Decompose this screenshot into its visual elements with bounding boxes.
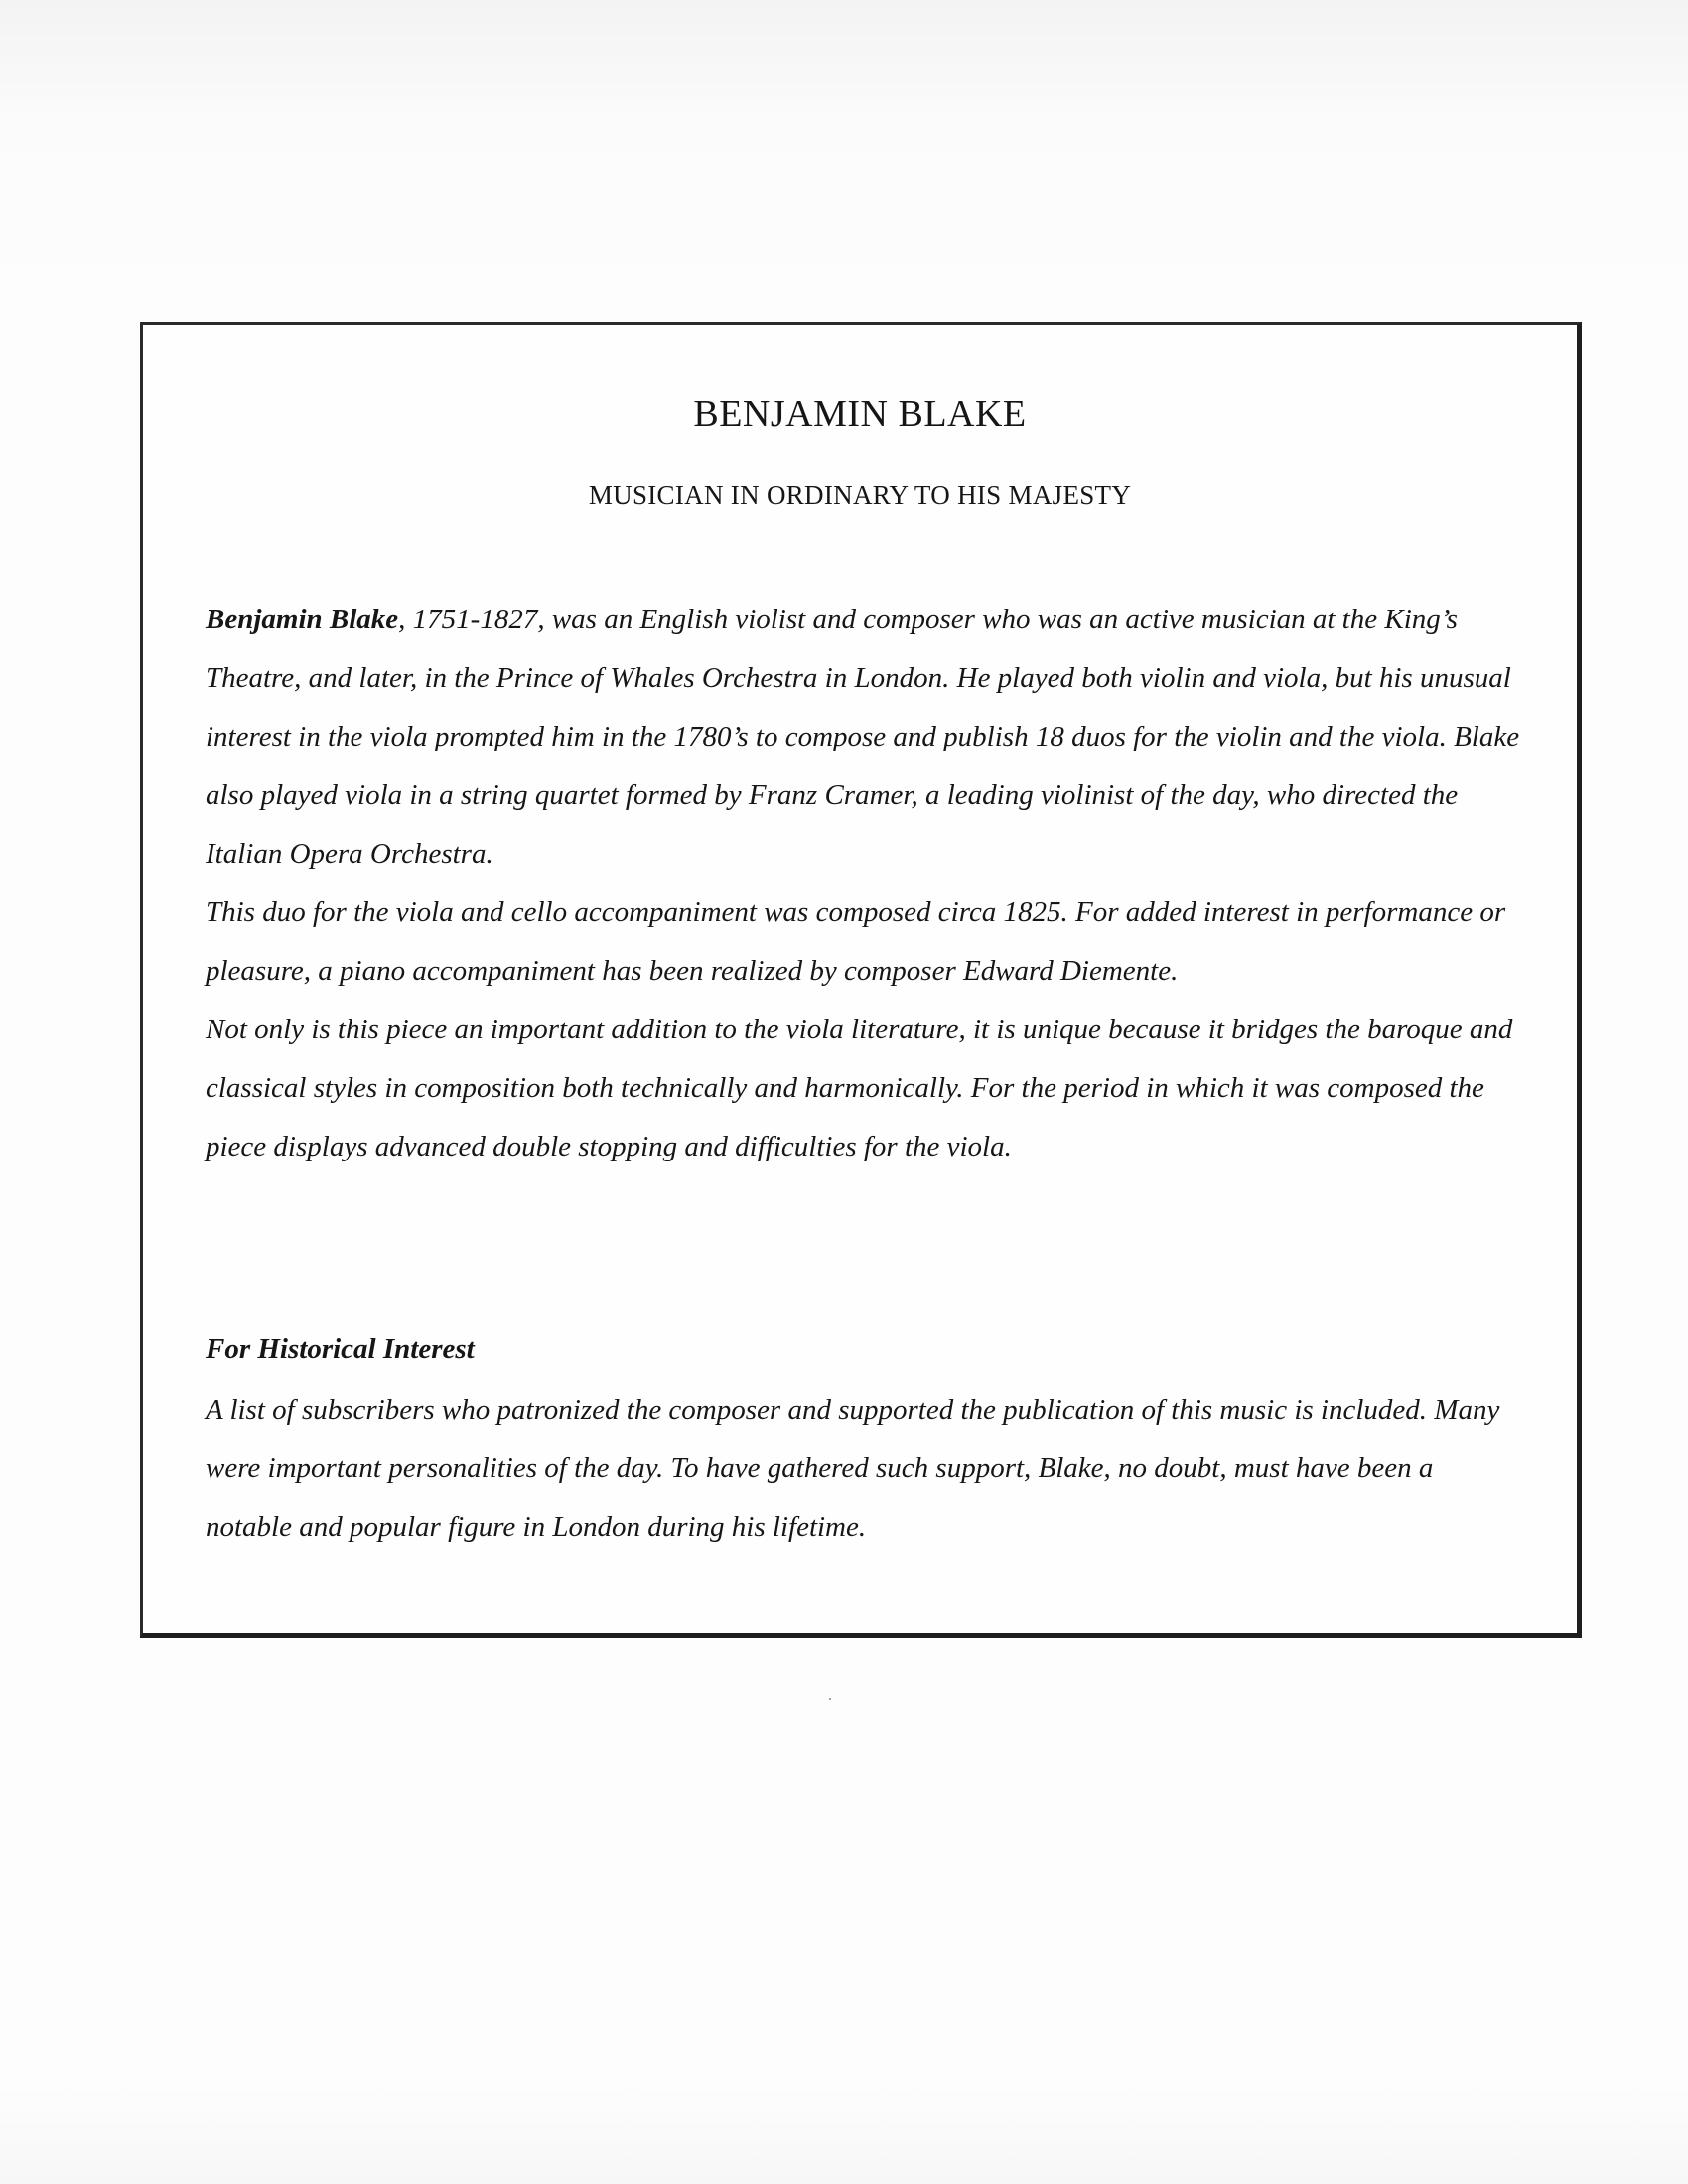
scan-speck — [829, 1698, 831, 1700]
section-heading: For Historical Interest — [206, 1333, 475, 1365]
biography-paragraph-1 — [206, 591, 1526, 884]
biography-paragraph-2: This duo for the viola and cello accompaniment was composed circa 1825. For added interest in performance or pleasure, a piano accompaniment has been realized by composer Edward Diemente. — [206, 896, 1506, 987]
biography-paragraph-3: Not only is this piece an important addition to the viola literature, it is unique because it bridges the baroque and classical styles in composition both technically and harmonically. For the period in which it was composed the piece displays advanced double stopping and difficulties for the viola. — [206, 1014, 1513, 1162]
document-title: BENJAMIN BLAKE — [693, 393, 1027, 435]
biography-body — [206, 591, 1526, 1176]
section-paragraph: A list of subscribers who patronized the composer and supported the publication of this music is included. Many were important personalities of the day. To have gathered such support, Blake, no doubt, must have been a notable and popular figure in London during his lifetime. — [206, 1394, 1500, 1543]
paragraph-1-text: , 1751-1827, was an English violist and composer who was an active musician at the King’s Theatre, and later, in the Prince of Whales Orchestra in London. He played both violin and viola, but his unusual interest in the viola prompted him in the 1780’s to compose and publish 18 duos for the violin and the viola. Blake also played viola in a string quartet formed by Franz Cramer, a leading violinist of the day, who directed the Italian Opera Orchestra. — [206, 604, 1520, 870]
composer-name: Benjamin Blake — [206, 604, 399, 635]
bordered-text-box — [140, 322, 1582, 1638]
document-subtitle: MUSICIAN IN ORDINARY TO HIS MAJESTY — [588, 480, 1132, 510]
